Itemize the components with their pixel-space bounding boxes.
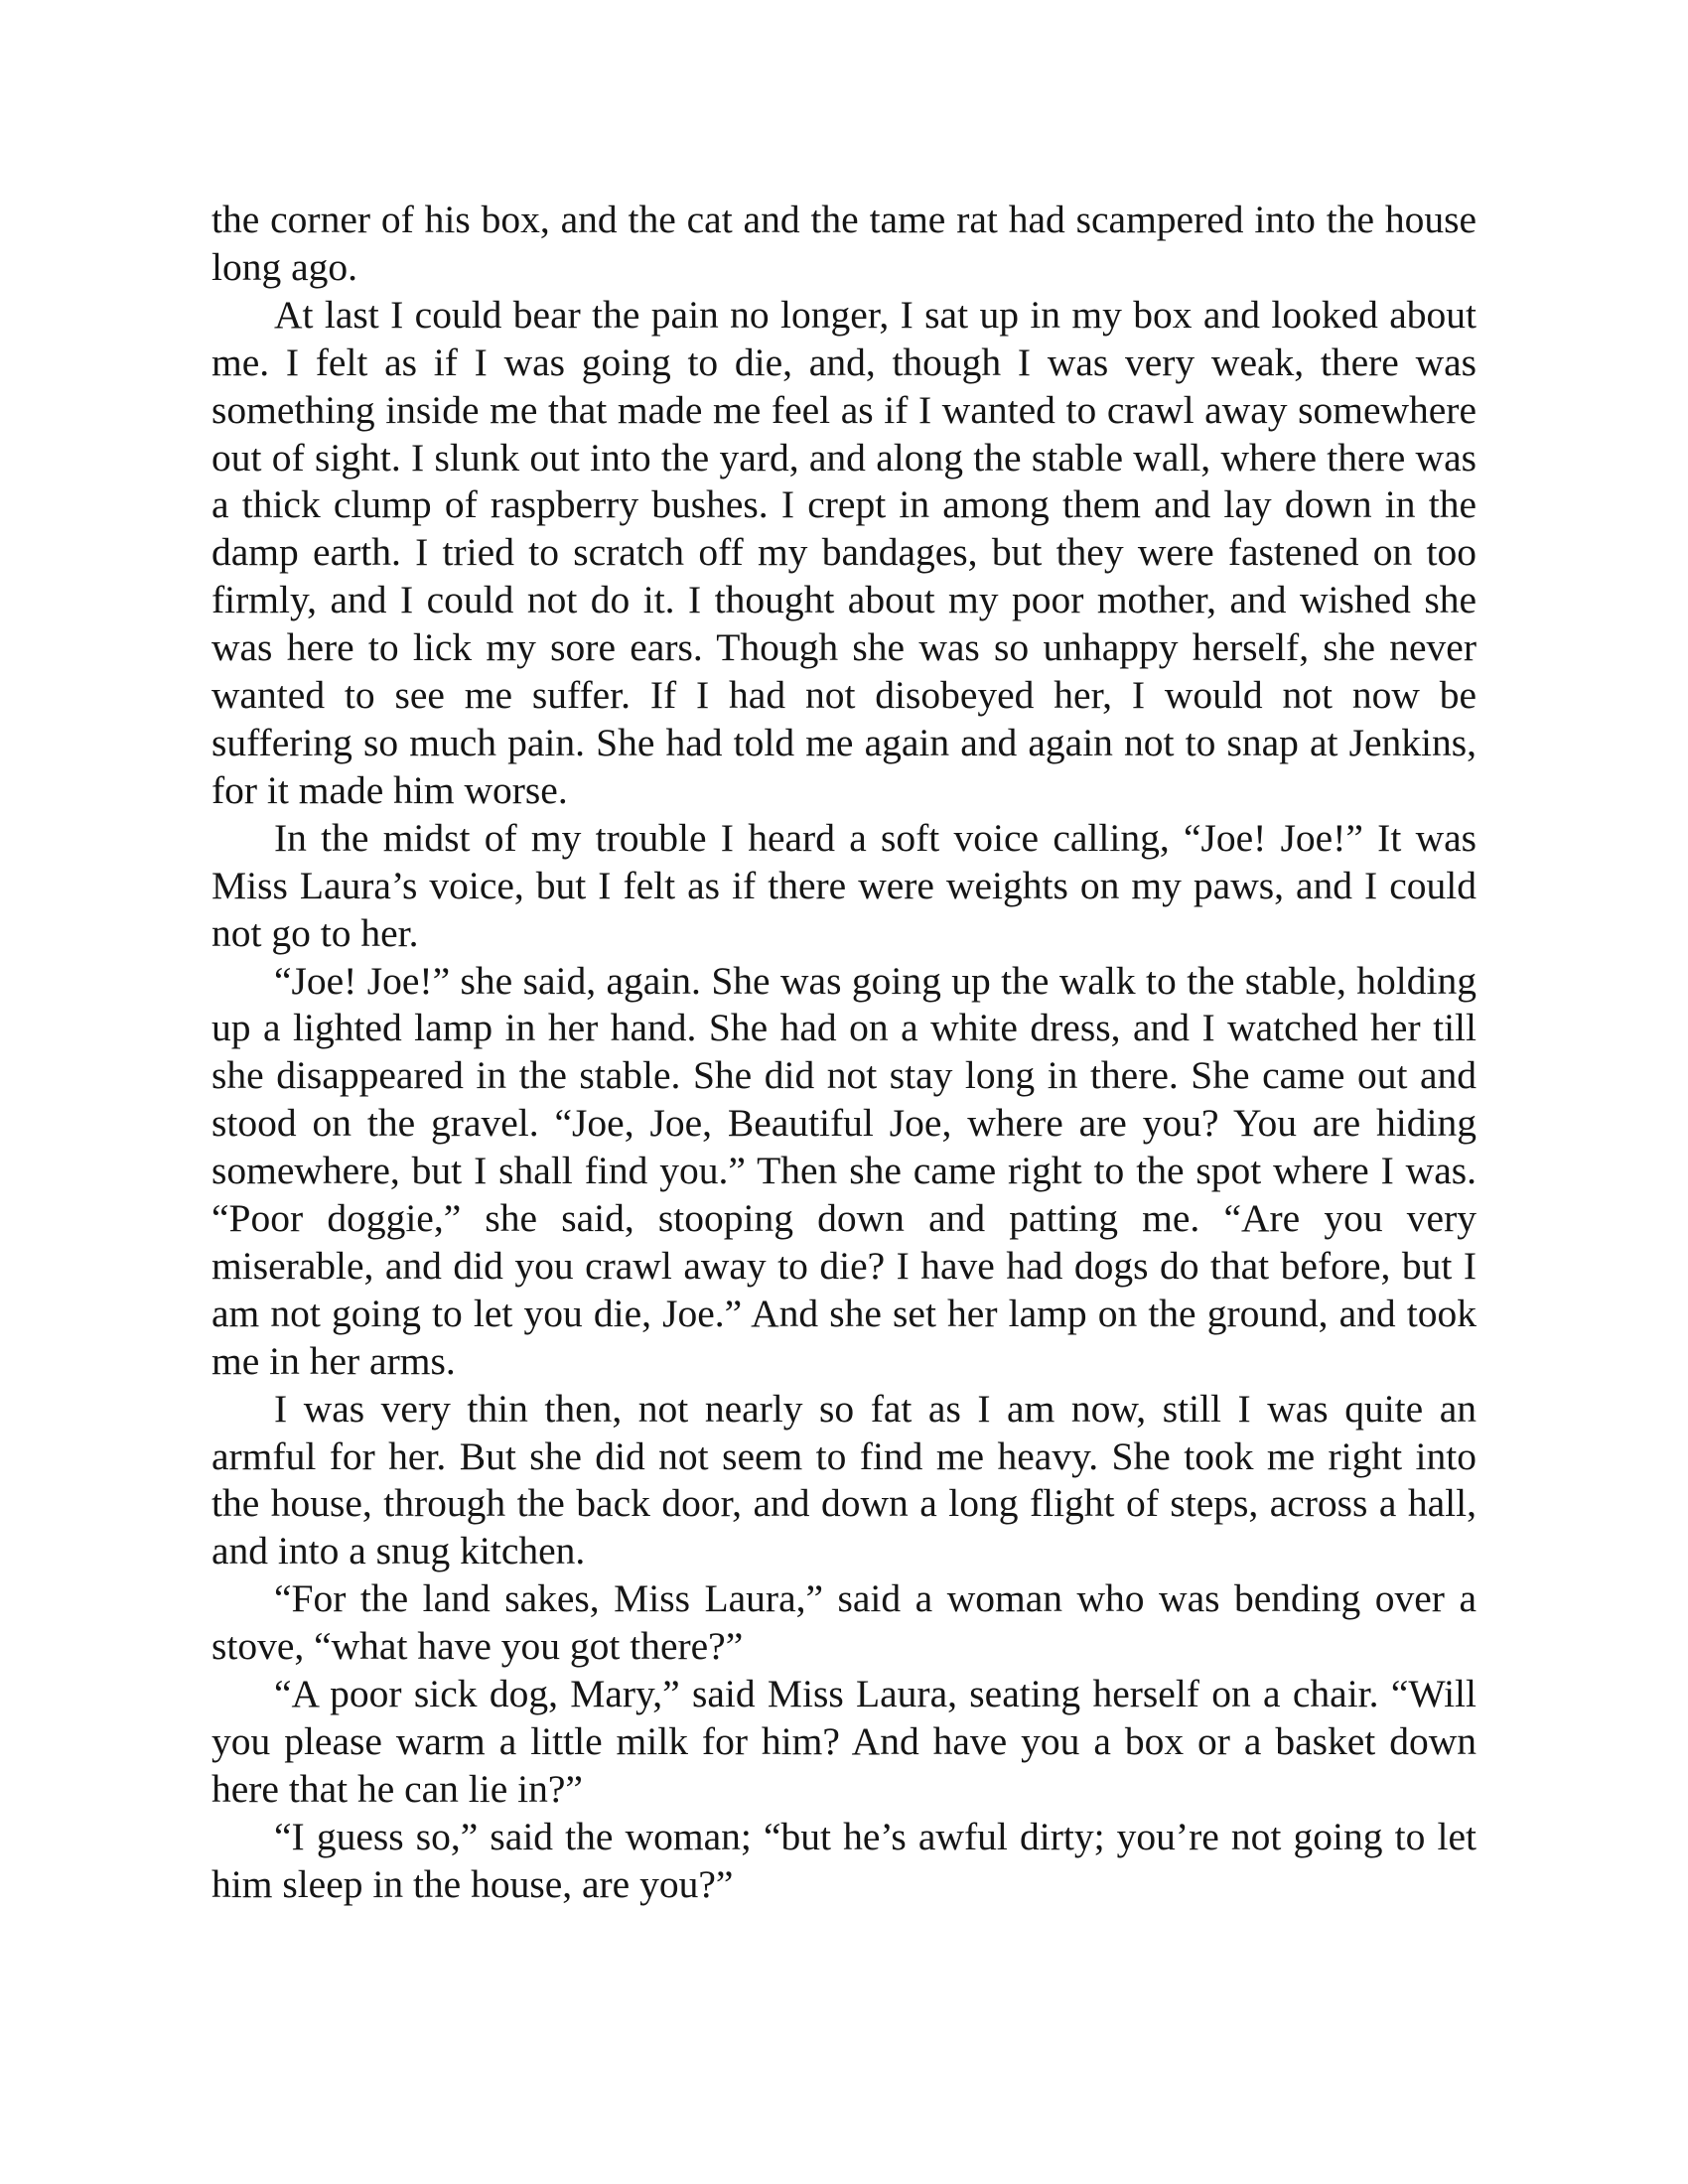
paragraph: “I guess so,” said the woman; “but he’s awful dirty; you’re not going to let him sleep in the house, are you?” — [211, 1814, 1477, 1906]
body-text — [211, 197, 1477, 1909]
paragraph: “A poor sick dog, Mary,” said Miss Laura, seating herself on a chair. “Will you please warm a little milk for him? And have you a box or a basket down here that he can lie in?” — [211, 1672, 1477, 1811]
paragraph: In the midst of my trouble I heard a soft voice calling, “Joe! Joe!” It was Miss Laura’s voice, but I felt as if there were weights on my paws, and I could not go to her. — [211, 815, 1477, 955]
paragraph: I was very thin then, not nearly so fat as I am now, still I was quite an armful for her. But she did not seem to find me heavy. She took me right into the house, through the back door, and down a long flight of steps, across a hall, and into a snug kitchen. — [211, 1386, 1477, 1573]
paragraph: “For the land sakes, Miss Laura,” said a woman who was bending over a stove, “what have you got there?” — [211, 1576, 1477, 1669]
paragraph: At last I could bear the pain no longer, I sat up in my box and looked about me. I felt as if I was going to die, and, though I was very weak, there was something inside me that made me feel as if I wanted to crawl away somewhere out of sight. I slunk out into the yard, and along the stable wall, where there was a thick clump of raspberry bushes. I crept in among them and lay down in the damp earth. I tried to scratch off my bandages, but they were fastened on too firmly, and I could not do it. I thought about my poor mother, and wished she was here to lick my sore ears. Though she was so unhappy herself, she never wanted to see me suffer. If I had not disobeyed her, I would not now be suffering so much pain. She had told me again and again not to snap at Jenkins, for it made him worse. — [211, 292, 1477, 812]
paragraph: “Joe! Joe!” she said, again. She was going up the walk to the stable, holding up a lighted lamp in her hand. She had on a white dress, and I watched her till she disappeared in the stable. She did not stay long in there. She came out and stood on the gravel. “Joe, Joe, Beautiful Joe, where are you? You are hiding somewhere, but I shall find you.” Then she came right to the spot where I was. “Poor doggie,” she said, stooping down and patting me. “Are you very miserable, and did you crawl away to die? I have had dogs do that before, but I am not going to let you die, Joe.” And she set her lamp on the ground, and took me in her arms. — [211, 958, 1477, 1383]
paragraph-continued: the corner of his box, and the cat and the tame rat had scampered into the house long ago. — [211, 198, 1477, 289]
